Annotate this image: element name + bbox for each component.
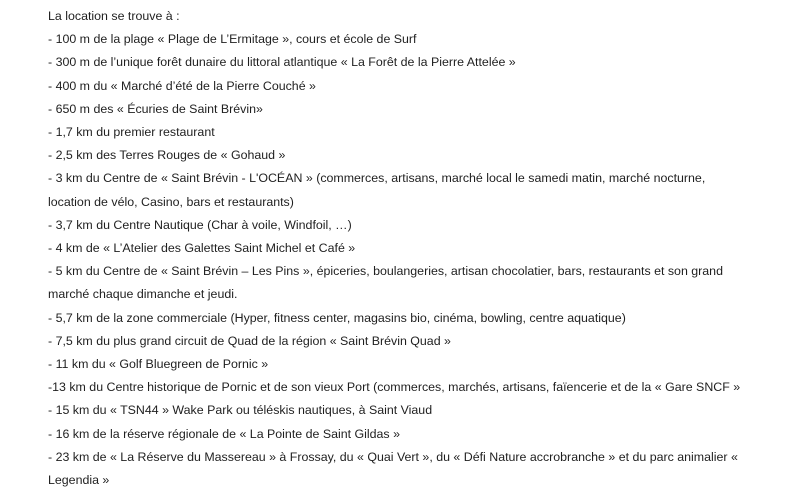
- list-item-centre-nautique: - 3,7 km du Centre Nautique (Char à voile, Windfoil, …): [48, 217, 352, 232]
- list-item-pornic: -13 km du Centre historique de Pornic et de son vieux Port (commerces, marchés, artisans, faïencerie et de la « Gare SNCF »: [48, 380, 741, 395]
- list-item-atelier-galettes: - 4 km de « L’Atelier des Galettes Saint Michel et Café »: [48, 241, 356, 256]
- list-item-centre-les-pins: - 5 km du Centre de « Saint Brévin – Les Pins », épiceries, boulangeries, artisan chocolatier, bars, restaurants et son grand marché chaque dimanche et jeudi.: [48, 264, 723, 302]
- list-item-centre-ocean: - 3 km du Centre de « Saint Brévin - L'OCÉAN » (commerces, artisans, marché local le samedi matin, marché nocturne, location de vélo, Casino, bars et restaurants): [48, 171, 706, 209]
- list-item-wake-park: - 15 km du « TSN44 » Wake Park ou téléskis nautiques, à Saint Viaud: [48, 403, 433, 418]
- list-item-restaurant: - 1,7 km du premier restaurant: [48, 125, 215, 140]
- list-item-terres-rouges: - 2,5 km des Terres Rouges de « Gohaud »: [48, 148, 286, 163]
- list-item-pointe-gildas: - 16 km de la réserve régionale de « La Pointe de Saint Gildas »: [48, 426, 400, 441]
- list-item-zone-commerciale: - 5,7 km de la zone commerciale (Hyper, fitness center, magasins bio, cinéma, bowling, centre aquatique): [48, 310, 626, 325]
- list-item-massereau: - 23 km de « La Réserve du Massereau » à Frossay, du « Quai Vert », du « Défi Nature accrobranche » et du parc animalier « Legendia »: [48, 449, 738, 488]
- list-item-plage: - 100 m de la plage « Plage de L’Ermitage », cours et école de Surf: [48, 32, 417, 47]
- intro-text: La location se trouve à :: [48, 9, 180, 23]
- list-item-quad: - 7,5 km du plus grand circuit de Quad de la région « Saint Brévin Quad »: [48, 333, 451, 348]
- list-item-foret: - 300 m de l’unique forêt dunaire du littoral atlantique « La Forêt de la Pierre Attelée »: [48, 55, 516, 70]
- list-item-marche: - 400 m du « Marché d’été de la Pierre Couché »: [48, 78, 316, 93]
- list-item-golf: - 11 km du « Golf Bluegreen de Pornic »: [48, 357, 269, 372]
- list-item-ecuries: - 650 m des « Écuries de Saint Brévin»: [48, 101, 263, 116]
